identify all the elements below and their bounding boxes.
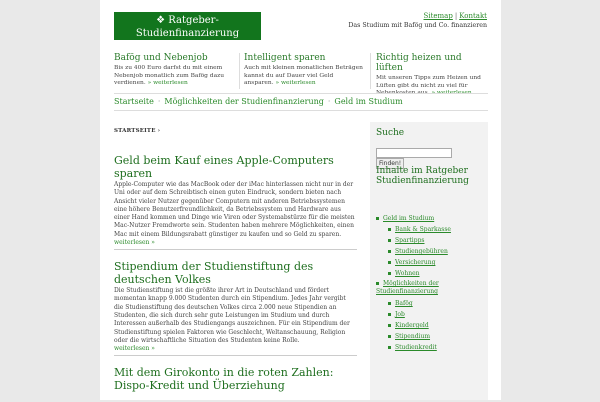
tree-item: Studiengebühren [376,246,476,257]
post-more-link[interactable]: weiterlesen » [114,345,357,356]
teaser-more-link[interactable]: » weiterlesen [431,90,472,96]
breadcrumb: STARTSEITE › [114,128,161,134]
link-separator: | [454,12,458,20]
teaser-bafoeg [114,53,234,91]
contents-heading: Inhalte im Ratgeber Studienfinanzierung [376,166,469,186]
bullet-icon [388,313,391,316]
bullet-icon [388,302,391,305]
sitemap-link[interactable]: Sitemap [423,12,453,20]
top-links [424,12,487,20]
tree-item: Versicherung [376,257,476,268]
contents-tree [376,213,476,353]
bullet-icon [388,272,391,275]
post-body: Die Studienstiftung ist die größte ihrer Art in Deutschland und fördert momentan knapp 9.000 Studenten durch ein Stipendium. Jedes Jahr vergibt die Studienstiftung des deutschen Volkes circa 2.000 neue Stipendien an Studenten, die sich durch sehr gute Leistungen im Studium und durch Interessen außerhalb des Studiengangs auszeichnen. Für ein Stipendium der Studienstiftung spielen Faktoren wie Geschlecht, Weltanschauung, Religion oder die wirtschaftliche Situation des Studenten keine Rolle. [114,287,350,344]
post-title[interactable]: Geld beim Kauf eines Apple-Computers sparen [114,154,334,180]
teaser-divider [370,53,371,89]
post-title[interactable]: Mit dem Girokonto in die roten Zahlen: Dispo-Kredit und Überziehung [114,366,334,393]
main-nav [114,93,488,111]
teaser-text: Mit unseren Tipps zum Heizen und Lüften gibt du nicht zu viel für Nebenkosten aus. » weiterlesen [376,75,481,96]
tree-item: Stipendium [376,331,476,342]
bullet-icon [388,346,391,349]
post-more-link[interactable]: weiterlesen » [114,239,357,250]
tree-item: Wohnen [376,268,476,279]
post-body: Apple-Computer wie das MacBook oder der iMac hinterlassen nicht nur in der Uni oder auf dem Schreibtisch einen guten Eindruck, sondern bieten nach Ansicht vieler Nutzer gegenüber Computern mit anderen Betriebssystemen eine höhere Benutzerfreundlichkeit, da Betriebssystem und Hardware aus einer Hand kommen und Dinge wie Viren oder Systemabstürze für die meisten Mac-Nutzer Fremdworte sein. Studenten haben mehrere Möglichkeiten, einen Mac mit einem Bildungsrabatt günstiger zu kaufen und so Geld zu sparen. [114,181,355,238]
bullet-icon [388,335,391,338]
bullet-icon [376,282,379,285]
bullet-icon [388,239,391,242]
teaser-more-link[interactable]: » weiterlesen [147,80,188,86]
kontakt-link[interactable]: Kontakt [459,12,487,20]
nav-separator: · [327,97,331,106]
teaser-text: Bis zu 400 Euro darfst du mit einem Nebenjob monatlich zum Bafög dazu verdienen. » weiterlesen [114,65,224,86]
nav-item-geld-im-studium[interactable]: Geld im Studium [334,97,403,106]
main-content [114,154,357,402]
tree-item: Job [376,309,476,320]
tree-item: Geld im Studium [376,213,476,224]
post [114,366,357,392]
teaser-sparen [244,53,364,91]
nav-item-moeglichkeiten[interactable]: Möglichkeiten der Studienfinanzierung [164,97,324,106]
bullet-icon [376,217,379,220]
tree-item: Bank & Sparkasse [376,224,476,235]
search-heading: Suche [376,128,405,138]
tree-item: Bafög [376,298,476,309]
search-input[interactable] [376,148,452,158]
nav-separator: · [157,97,161,106]
search-button[interactable]: Finden! [376,158,404,169]
tree-item: Kindergeld [376,320,476,331]
site-logo[interactable] [114,12,261,40]
teaser-row [114,53,488,96]
teaser-divider [239,53,240,89]
tree-item: Möglichkeiten der Studienfinanzierung [376,280,439,295]
tree-item: Studienkredit [376,342,476,353]
bullet-icon [388,261,391,264]
teaser-title[interactable]: Intelligent sparen [244,53,326,63]
post-title[interactable]: Stipendium der Studienstiftung des deutschen Volkes [114,260,314,287]
nav-item-startseite[interactable]: Startseite [114,97,154,106]
bullet-icon [388,324,391,327]
teaser-heizen [376,53,488,96]
sidebar [370,122,488,400]
teaser-text: Auch mit kleinen monatlichen Beträgen kannst du auf Dauer viel Geld ansparen. » weiterlesen [244,65,363,86]
logo-text: ❖ Ratgeber-Studienfinanzierung [135,15,240,39]
bullet-icon [388,228,391,231]
post [114,260,357,356]
teaser-title[interactable]: Bafög und Nebenjob [114,53,208,63]
post [114,154,357,250]
tree-item: Spartipps [376,235,476,246]
teaser-title[interactable]: Richtig heizen und lüften [376,53,462,73]
teaser-more-link[interactable]: » weiterlesen [275,80,316,86]
page [100,0,501,400]
bullet-icon [388,250,391,253]
site-tagline: Das Studium mit Bafög und Co. finanzieren [348,22,487,29]
